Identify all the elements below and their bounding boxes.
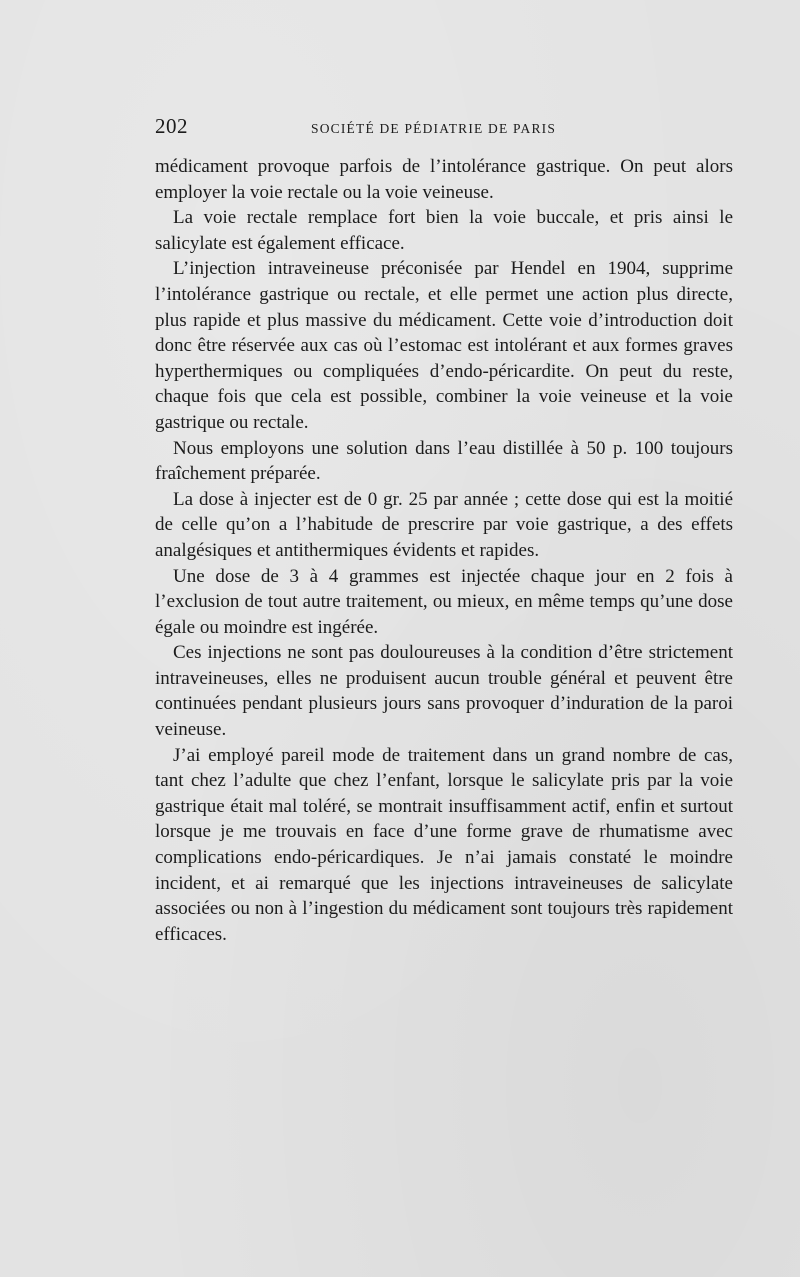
page-number: 202 (155, 114, 188, 138)
paragraph-injections-indolores: Ces injections ne sont pas douloureuses à la condition d’être strictement intraveineuses, elles ne produisent aucun trouble général et peuvent être continuées pendant plusieurs jours sans provoquer d’induration de la paroi veineuse. (155, 642, 733, 741)
paragraph-continued: médicament provoque parfois de l’intolérance gastrique. On peut alors employer la voie rectale ou la voie veineuse. (155, 156, 733, 203)
body-text (155, 154, 733, 947)
paragraph-dose: La dose à injecter est de 0 gr. 25 par année ; cette dose qui est la moitié de celle qu’on a l’habitude de prescrire par voie gastrique, a des effets analgésiques et antithermiques évidents et rapides. (155, 488, 733, 561)
paragraph-voie-rectale: La voie rectale remplace fort bien la voie buccale, et pris ainsi le salicylate est également efficace. (155, 207, 733, 254)
paragraph-dose-quotidienne: Une dose de 3 à 4 grammes est injectée chaque jour en 2 fois à l’exclusion de tout autre traitement, ou mieux, en même temps qu’une dose égale ou moindre est ingérée. (155, 565, 733, 638)
paragraph-experience: J’ai employé pareil mode de traitement dans un grand nombre de cas, tant chez l’adulte que chez l’enfant, lorsque le salicylate pris par la voie gastrique était mal toléré, se montrait insuffisamment actif, enfin et surtout lorsque je me trouvais en face d’une forme grave de rhumatisme avec complications endo-péricardiques. Je n’ai jamais constaté le moindre incident, et ai remarqué que les injections intraveineuses de salicylate associées ou non à l’ingestion du médicament sont toujours très rapidement efficaces. (155, 744, 733, 945)
running-head (155, 114, 585, 142)
running-title: SOCIÉTÉ DE PÉDIATRIE DE PARIS (311, 121, 557, 136)
paragraph-solution: Nous employons une solution dans l’eau distillée à 50 p. 100 toujours fraîchement préparée. (155, 437, 733, 485)
paragraph-injection-intraveineuse: L’injection intraveineuse préconisée par Hendel en 1904, supprime l’intolérance gastrique ou rectale, et elle permet une action plus directe, plus rapide et plus massive du médicament. Cette voie d’introduction doit donc être réservée aux cas où l’estomac est intolérant et aux formes graves hyperthermiques ou compliquées d’endo-péricardite. On peut du reste, chaque fois que cela est possible, combiner la voie veineuse et la voie gastrique ou rectale. (155, 258, 733, 433)
